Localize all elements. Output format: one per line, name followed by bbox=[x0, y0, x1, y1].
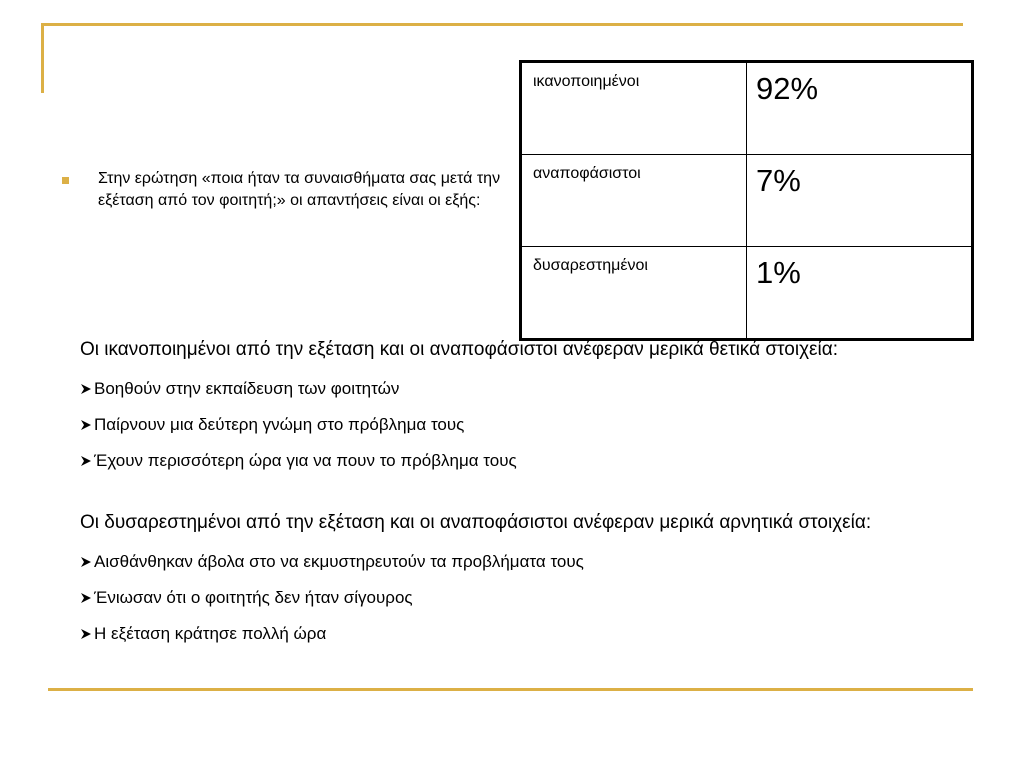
intro-question-text: Στην ερώτηση «ποια ήταν τα συναισθήματα σας μετά την εξέταση από τον φοιτητή;» οι απαντήσεις είναι οι εξής: bbox=[98, 170, 501, 209]
category-label: αναποφάσιστοι bbox=[533, 165, 641, 182]
accent-line-vertical bbox=[41, 23, 44, 93]
table-row bbox=[521, 155, 973, 247]
category-label: δυσαρεστημένοι bbox=[533, 257, 648, 274]
arrowhead-bullet-icon bbox=[80, 383, 92, 395]
value-cell bbox=[747, 247, 973, 340]
arrowhead-bullet-icon bbox=[80, 592, 92, 604]
value-cell bbox=[747, 62, 973, 155]
negative-heading: Οι δυσαρεστημένοι από την εξέταση και οι αναποφάσιστοι ανέφεραν μερικά αρνητικά στοιχεία: bbox=[80, 512, 872, 533]
positive-item-text: Έχουν περισσότερη ώρα για να πουν το πρόβλημα τους bbox=[94, 451, 517, 470]
category-cell bbox=[521, 247, 747, 340]
negative-item-text: Αισθάνθηκαν άβολα στο να εκμυστηρευτούν τα προβλήματα τους bbox=[94, 552, 584, 571]
category-label: ικανοποιημένοι bbox=[533, 73, 640, 90]
table-row bbox=[521, 62, 973, 155]
table-row bbox=[521, 247, 973, 340]
list-item bbox=[80, 450, 960, 472]
list-item bbox=[80, 623, 960, 645]
value-cell bbox=[747, 155, 973, 247]
findings-text bbox=[80, 336, 960, 645]
results-table bbox=[519, 60, 974, 341]
negative-item-text: Η εξέταση κράτησε πολλή ώρα bbox=[94, 624, 327, 643]
percentage-value: 92% bbox=[756, 71, 819, 106]
positive-heading: Οι ικανοποιημένοι από την εξέταση και οι αναποφάσιστοι ανέφεραν μερικά θετικά στοιχεία: bbox=[80, 339, 839, 360]
arrowhead-bullet-icon bbox=[80, 455, 92, 467]
square-bullet-icon bbox=[62, 177, 69, 184]
arrowhead-bullet-icon bbox=[80, 628, 92, 640]
negative-item-text: Ένιωσαν ότι ο φοιτητής δεν ήταν σίγουρος bbox=[94, 588, 413, 607]
list-item bbox=[80, 587, 960, 609]
arrowhead-bullet-icon bbox=[80, 419, 92, 431]
percentage-value: 1% bbox=[756, 255, 801, 290]
percentage-value: 7% bbox=[756, 163, 801, 198]
accent-line-bottom bbox=[48, 688, 973, 691]
positive-item-text: Παίρνουν μια δεύτερη γνώμη στο πρόβλημα τους bbox=[94, 415, 465, 434]
positive-item-text: Βοηθούν στην εκπαίδευση των φοιτητών bbox=[94, 379, 400, 398]
list-item bbox=[80, 414, 960, 436]
list-item bbox=[80, 378, 960, 400]
accent-line-top bbox=[41, 23, 963, 26]
intro-bullet bbox=[62, 168, 502, 212]
arrowhead-bullet-icon bbox=[80, 556, 92, 568]
list-item bbox=[80, 551, 960, 573]
category-cell bbox=[521, 155, 747, 247]
category-cell bbox=[521, 62, 747, 155]
